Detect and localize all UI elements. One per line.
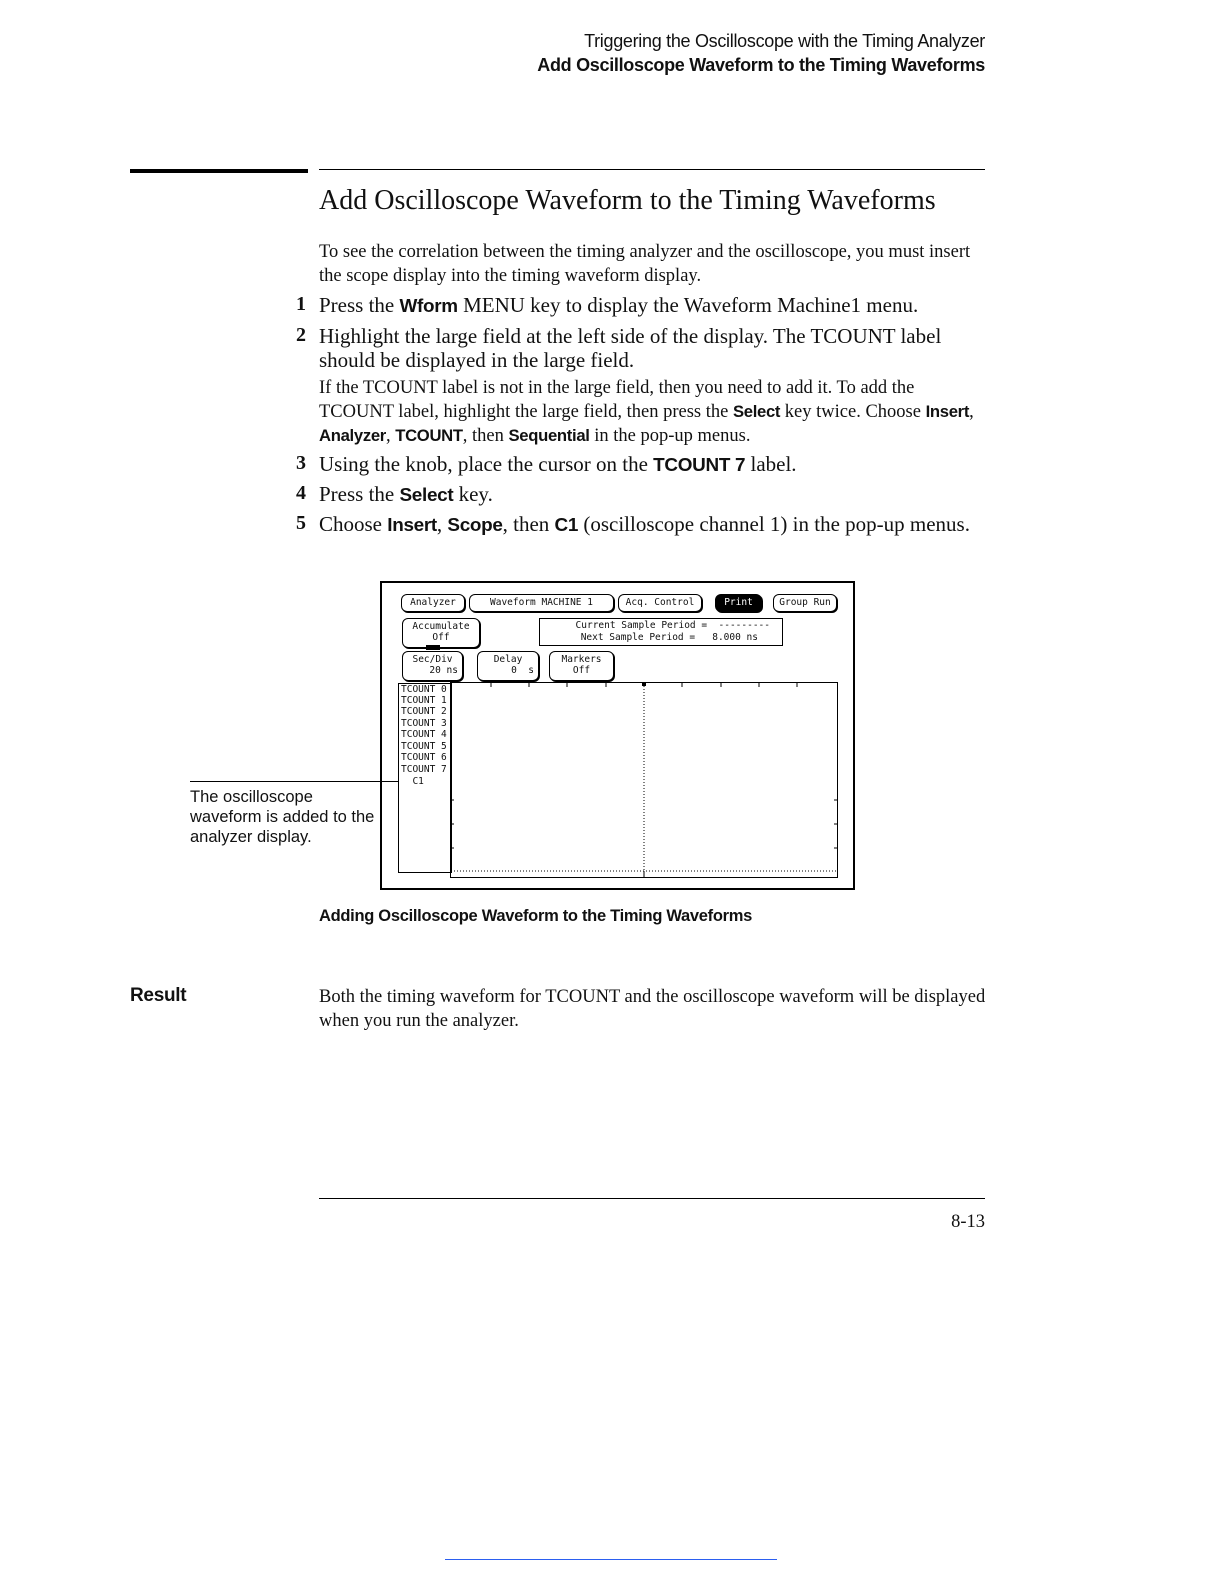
label-tcount-3[interactable]: TCOUNT 3 [401, 718, 447, 729]
step-5-key-scope: Scope [447, 515, 503, 536]
step-5-key-insert: Insert [387, 515, 437, 536]
waveform-grid [451, 683, 837, 877]
step-4 [319, 482, 991, 508]
step-3-text-a: Using the knob, place the cursor on the [319, 452, 654, 476]
delay-field[interactable] [477, 651, 539, 681]
step-3 [319, 452, 991, 478]
current-sample-period: Current Sample Period = --------- [575, 620, 770, 631]
markers-field[interactable] [549, 651, 614, 681]
step-number-5: 5 [296, 512, 306, 534]
label-tcount-6[interactable]: TCOUNT 6 [401, 752, 447, 763]
note-key-select: Select [732, 402, 781, 421]
acq-control-button[interactable]: Acq. Control [618, 594, 702, 612]
step-number-4: 4 [296, 482, 306, 504]
note-text-2: key twice. Choose [780, 402, 926, 422]
step-5-sep-2: , then [502, 512, 555, 536]
label-tcount-1[interactable]: TCOUNT 1 [401, 695, 447, 706]
analyzer-button[interactable]: Analyzer [401, 594, 465, 612]
accumulate-connector [426, 645, 440, 650]
footer-rule [319, 1198, 985, 1199]
step-1-key-wform: Wform [399, 296, 458, 317]
step-5-sep-1: , [436, 512, 448, 536]
step-5-text-b: (oscilloscope channel 1) in the pop-up menus. [578, 512, 970, 536]
waveform-machine-button[interactable]: Waveform MACHINE 1 [469, 594, 614, 612]
sample-period-box [539, 618, 783, 646]
result-label: Result [130, 985, 187, 1006]
label-tcount-4[interactable]: TCOUNT 4 [401, 729, 447, 740]
delay-value: 0 s [511, 665, 534, 676]
step-4-key-select: Select [399, 485, 454, 506]
step-3-key-tcount7: TCOUNT 7 [653, 455, 746, 476]
step-5-key-c1: C1 [554, 515, 579, 536]
page-number: 8-13 [951, 1212, 985, 1232]
step-5 [319, 512, 991, 538]
markers-value: Off [572, 665, 591, 676]
analyzer-screen-figure [380, 581, 855, 890]
step-1 [319, 293, 991, 319]
accumulate-label: Accumulate [412, 621, 470, 632]
sec-div-value: 20 ns [429, 665, 458, 676]
note-text-1: If the TCOUNT label is not in the large field, then you need to add it. To add the TCOUNT label, highlight the large field, then press the [319, 378, 915, 422]
note-text-3: in the pop-up menus. [589, 426, 751, 446]
markers-label: Markers [561, 654, 602, 665]
running-header-chapter: Triggering the Oscilloscope with the Timing Analyzer [584, 31, 985, 51]
note-sep-1: , [969, 402, 974, 422]
note-paragraph [319, 376, 991, 448]
sec-div-field[interactable] [402, 651, 463, 681]
note-sep-3: , then [462, 426, 509, 446]
print-button[interactable]: Print [715, 594, 762, 612]
figure-callout: The oscilloscope waveform is added to the analyzer display. [190, 788, 375, 846]
step-1-text-b: MENU key to display the Waveform Machine1 menu. [457, 293, 919, 317]
footer-link-underline [445, 1559, 777, 1560]
section-rule-thin [319, 169, 985, 170]
step-1-text-a: Press the [319, 293, 400, 317]
center-marker-top [642, 683, 646, 686]
label-c1[interactable]: C1 [401, 776, 424, 787]
step-number-2: 2 [296, 324, 306, 346]
label-tcount-0[interactable]: TCOUNT 0 [401, 684, 447, 695]
label-tcount-7[interactable]: TCOUNT 7 [401, 764, 447, 775]
sec-div-label: Sec/Div [412, 654, 453, 665]
group-run-button[interactable]: Group Run [773, 594, 837, 612]
note-sep-2: , [385, 426, 396, 446]
label-list-field[interactable] [398, 683, 452, 873]
intro-paragraph: To see the correlation between the timing analyzer and the oscilloscope, you must insert the scope display into the timing waveform display. [319, 242, 971, 286]
callout-leader-line [190, 781, 398, 782]
step-number-1: 1 [296, 293, 306, 315]
section-rule-thick [130, 169, 308, 173]
label-tcount-5[interactable]: TCOUNT 5 [401, 741, 447, 752]
step-4-text-b: key. [453, 482, 493, 506]
result-text: Both the timing waveform for TCOUNT and the oscilloscope waveform will be displayed when you run the analyzer. [319, 987, 986, 1031]
figure-caption: Adding Oscilloscope Waveform to the Timing Waveforms [319, 907, 753, 925]
next-sample-period: Next Sample Period = 8.000 ns [580, 632, 758, 643]
running-header-section: Add Oscilloscope Waveform to the Timing Waveforms [537, 55, 985, 75]
accumulate-field[interactable] [402, 618, 480, 648]
accumulate-value: Off [432, 632, 450, 643]
step-number-3: 3 [296, 452, 306, 474]
page-title: Add Oscilloscope Waveform to the Timing Waveforms [319, 185, 936, 216]
step-3-text-b: label. [745, 452, 797, 476]
step-4-text-a: Press the [319, 482, 400, 506]
delay-label: Delay [493, 654, 523, 665]
waveform-display-area[interactable] [450, 682, 838, 878]
note-key-tcount: TCOUNT [395, 426, 463, 445]
note-key-insert: Insert [925, 402, 970, 421]
step-2: Highlight the large field at the left side of the display. The TCOUNT label should be displayed in the large field. [319, 324, 942, 372]
note-key-sequential: Sequential [508, 426, 590, 445]
label-tcount-2[interactable]: TCOUNT 2 [401, 706, 447, 717]
note-key-analyzer: Analyzer [319, 426, 386, 445]
step-5-text-a: Choose [319, 512, 388, 536]
